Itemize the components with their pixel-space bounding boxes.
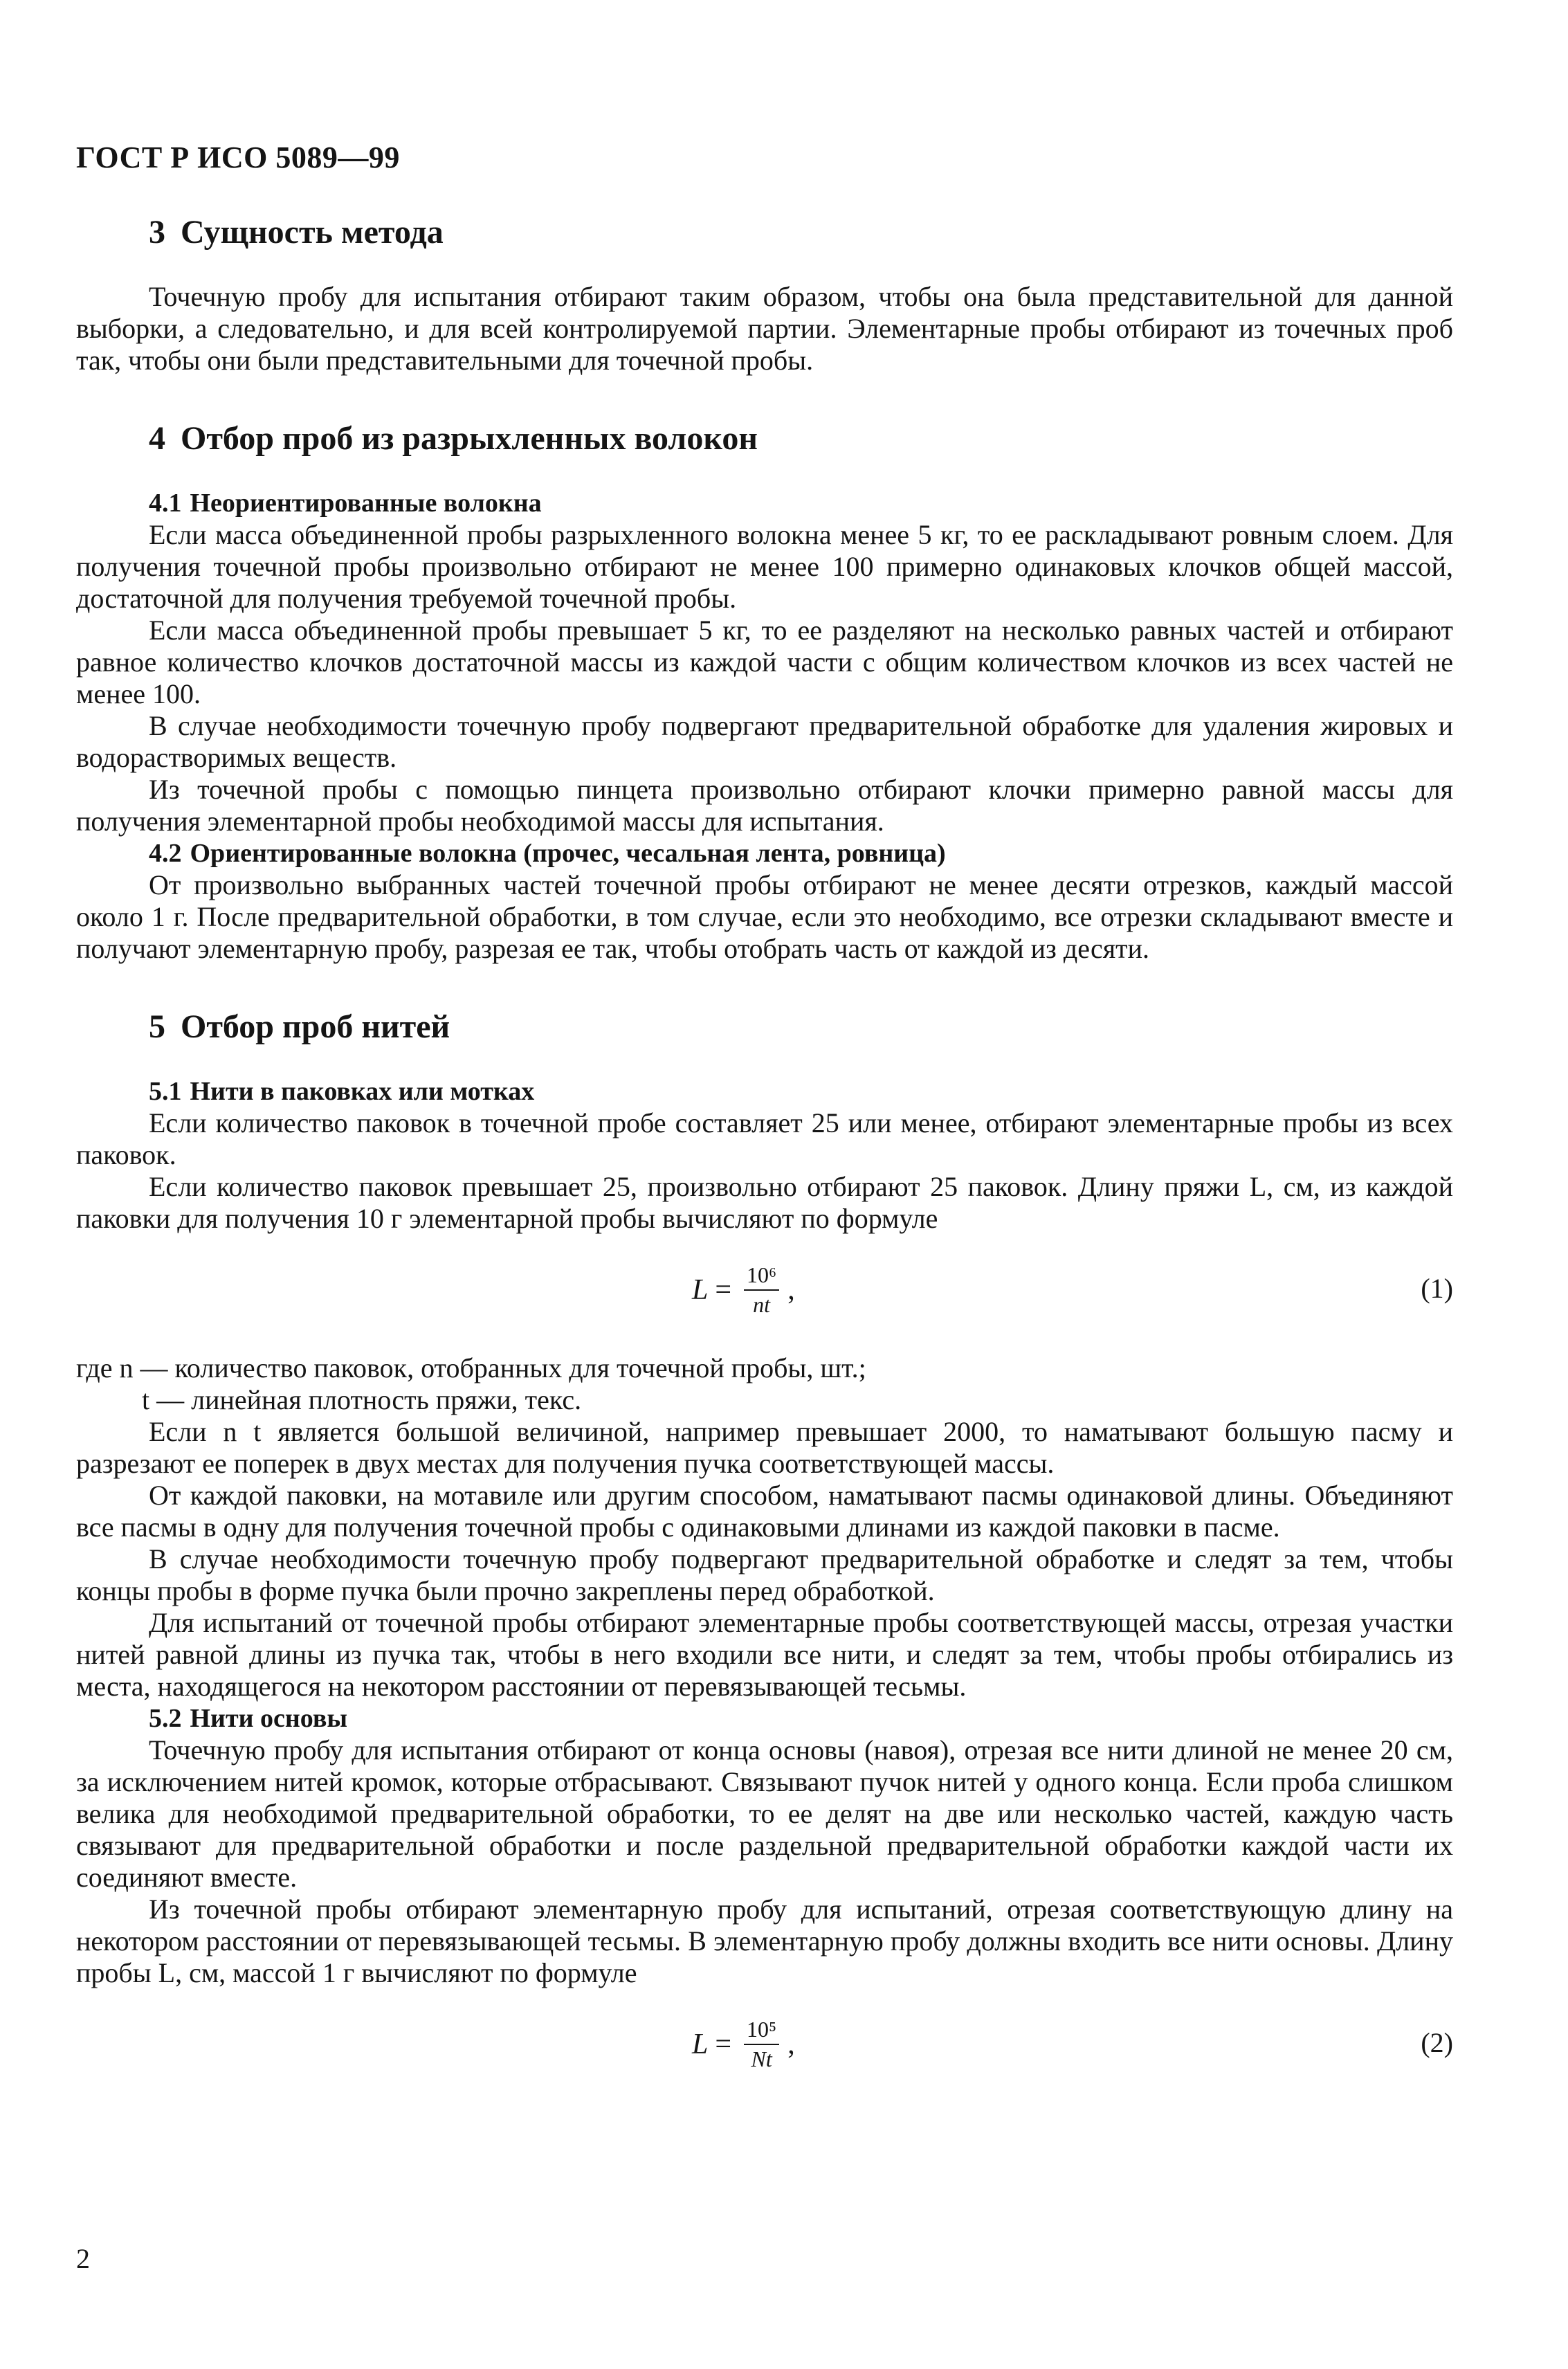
formula-expression xyxy=(692,2017,795,2072)
section-number: 3 xyxy=(149,214,165,251)
fraction xyxy=(744,2017,779,2072)
section-4-heading xyxy=(76,418,1453,460)
paragraph: От каждой паковки, на мотавиле или другим способом, наматывают пасмы одинаковой длины. Объединяют все пасмы в одну для получения точечной пробы с одинаковыми длинами из каждой паковки в пасме. xyxy=(76,1480,1453,1543)
document-header: ГОСТ Р ИСО 5089—99 xyxy=(76,140,400,174)
paragraph: Если масса объединенной пробы превышает 5 кг, то ее разделяют на несколько равных частей и отбирают равное количество клочков достаточной массы из каждой части с общим количеством клочков из всех частей не менее 100. xyxy=(76,615,1453,709)
comma: , xyxy=(787,2028,795,2060)
paragraph: Точечную пробу для испытания отбирают таким образом, чтобы она была представительной для данной выборки, а следовательно, и для всей контролируемой партии. Элементарные пробы отбирают из точечных проб так, чтобы они были представительными для точечной пробы. xyxy=(76,281,1453,376)
paragraph: В случае необходимости точечную пробу подвергают предварительной обработке для удаления жировых и водорастворимых веществ. xyxy=(76,710,1453,773)
fraction-numerator: 10⁶ xyxy=(744,1262,779,1291)
page-number: 2 xyxy=(76,2243,90,2274)
section-title: Отбор проб нитей xyxy=(181,1008,450,1045)
subsection-4-2-heading xyxy=(76,837,1453,869)
formula-expression xyxy=(692,1262,795,1318)
document-page xyxy=(76,138,1453,2107)
subsection-5-2-heading xyxy=(76,1703,1453,1734)
subsection-number: 5.2 xyxy=(149,1704,182,1733)
legend-item: где n — количество паковок, отобранных для точечной пробы, шт.; xyxy=(76,1352,866,1383)
section-5-heading xyxy=(76,1006,1453,1048)
paragraph: Из точечной пробы отбирают элементарную пробу для испытаний, отрезая соответствующую длину на некотором расстоянии от перевязывающей тесьмы. В элементарную пробу должны входить все нити основы. Длину пробы L, см, массой 1 г вычисляют по формуле xyxy=(76,1894,1453,1988)
formula-number: (2) xyxy=(1421,2027,1453,2058)
subsection-title: Неориентированные волокна xyxy=(190,489,542,518)
formula-legend xyxy=(76,1352,1453,1416)
paragraph: Если количество паковок в точечной пробе составляет 25 или менее, отбирают элементарные пробы из всех паковок. xyxy=(76,1107,1453,1170)
paragraph: Точечную пробу для испытания отбирают от конца основы (навоя), отрезая все нити длиной не менее 20 см, за исключением нитей кромок, которые отбрасывают. Связывают пучок нитей у одного конца. Если проба слишком велика для необходимой предварительной обработки, то ее делят на две или несколько частей, каждую часть связывают для предварительной обработки и после раздельной предварительной обработки каждой части их соединяют вместе. xyxy=(76,1734,1453,1893)
section-number: 5 xyxy=(149,1008,165,1045)
subsection-title: Нити основы xyxy=(190,1704,348,1733)
paragraph: Если масса объединенной пробы разрыхленного волокна менее 5 кг, то ее раскладывают ровным слоем. Для получения точечной пробы произвольно отбирают не менее 100 примерно одинаковых клочков общей массой, достаточной для получения требуемой точечной пробы. xyxy=(76,519,1453,614)
paragraph: От произвольно выбранных частей точечной пробы отбирают не менее десяти отрезков, каждый массой около 1 г. После предварительной обработки, в том случае, если это необходимо, все отрезки складывают вместе и получают элементарную пробу, разрезая ее так, чтобы отобрать часть от каждой из десяти. xyxy=(76,869,1453,964)
equals-sign: = xyxy=(715,1274,732,1306)
section-3-heading xyxy=(76,212,1453,253)
paragraph: Для испытаний от точечной пробы отбирают элементарные пробы соответствующей массы, отрезая участки нитей равной длины из пучка так, чтобы в него входили все нити, и следят за тем, чтобы пробы отбирались из места, находящегося на некотором расстоянии от перевязывающей тесьмы. xyxy=(76,1607,1453,1702)
formula-2 xyxy=(76,2003,1453,2093)
equals-sign: = xyxy=(715,2028,732,2060)
paragraph: В случае необходимости точечную пробу подвергают предварительной обработке и следят за тем, чтобы концы пробы в форме пучка были прочно закреплены перед обработкой. xyxy=(76,1543,1453,1606)
legend-item: t — линейная плотность пряжи, текс. xyxy=(142,1384,582,1415)
comma: , xyxy=(787,1274,795,1306)
section-number: 4 xyxy=(149,420,165,457)
fraction-numerator: 10⁵ xyxy=(744,2017,779,2045)
subsection-5-1-heading xyxy=(76,1075,1453,1107)
paragraph: Если n t является большой величиной, например превышает 2000, то наматывают большую пасму и разрезают ее поперек в двух местах для получения пучка соответствующей массы. xyxy=(76,1416,1453,1479)
formula-lhs: L xyxy=(692,2028,709,2060)
formula-lhs: L xyxy=(692,1274,709,1306)
fraction-denominator: Nt xyxy=(751,2046,772,2071)
subsection-4-1-heading xyxy=(76,487,1453,519)
paragraph: Если количество паковок превышает 25, произвольно отбирают 25 паковок. Длину пряжи L, см, из каждой паковки для получения 10 г элементарной пробы вычисляют по формуле xyxy=(76,1171,1453,1234)
paragraph: Из точечной пробы с помощью пинцета произвольно отбирают клочки примерно равной массы для получения элементарной пробы необходимой массы для испытания. xyxy=(76,774,1453,837)
section-title: Отбор проб из разрыхленных волокон xyxy=(181,420,758,457)
fraction-denominator: nt xyxy=(753,1292,771,1317)
formula-1 xyxy=(76,1249,1453,1338)
fraction xyxy=(744,1262,779,1318)
subsection-number: 5.1 xyxy=(149,1077,182,1106)
section-title: Сущность метода xyxy=(181,214,444,251)
subsection-title: Ориентированные волокна (прочес, чесальная лента, ровница) xyxy=(190,839,946,868)
subsection-number: 4.1 xyxy=(149,489,182,518)
formula-number: (1) xyxy=(1421,1273,1453,1304)
subsection-number: 4.2 xyxy=(149,839,182,868)
subsection-title: Нити в паковках или мотках xyxy=(190,1077,535,1106)
